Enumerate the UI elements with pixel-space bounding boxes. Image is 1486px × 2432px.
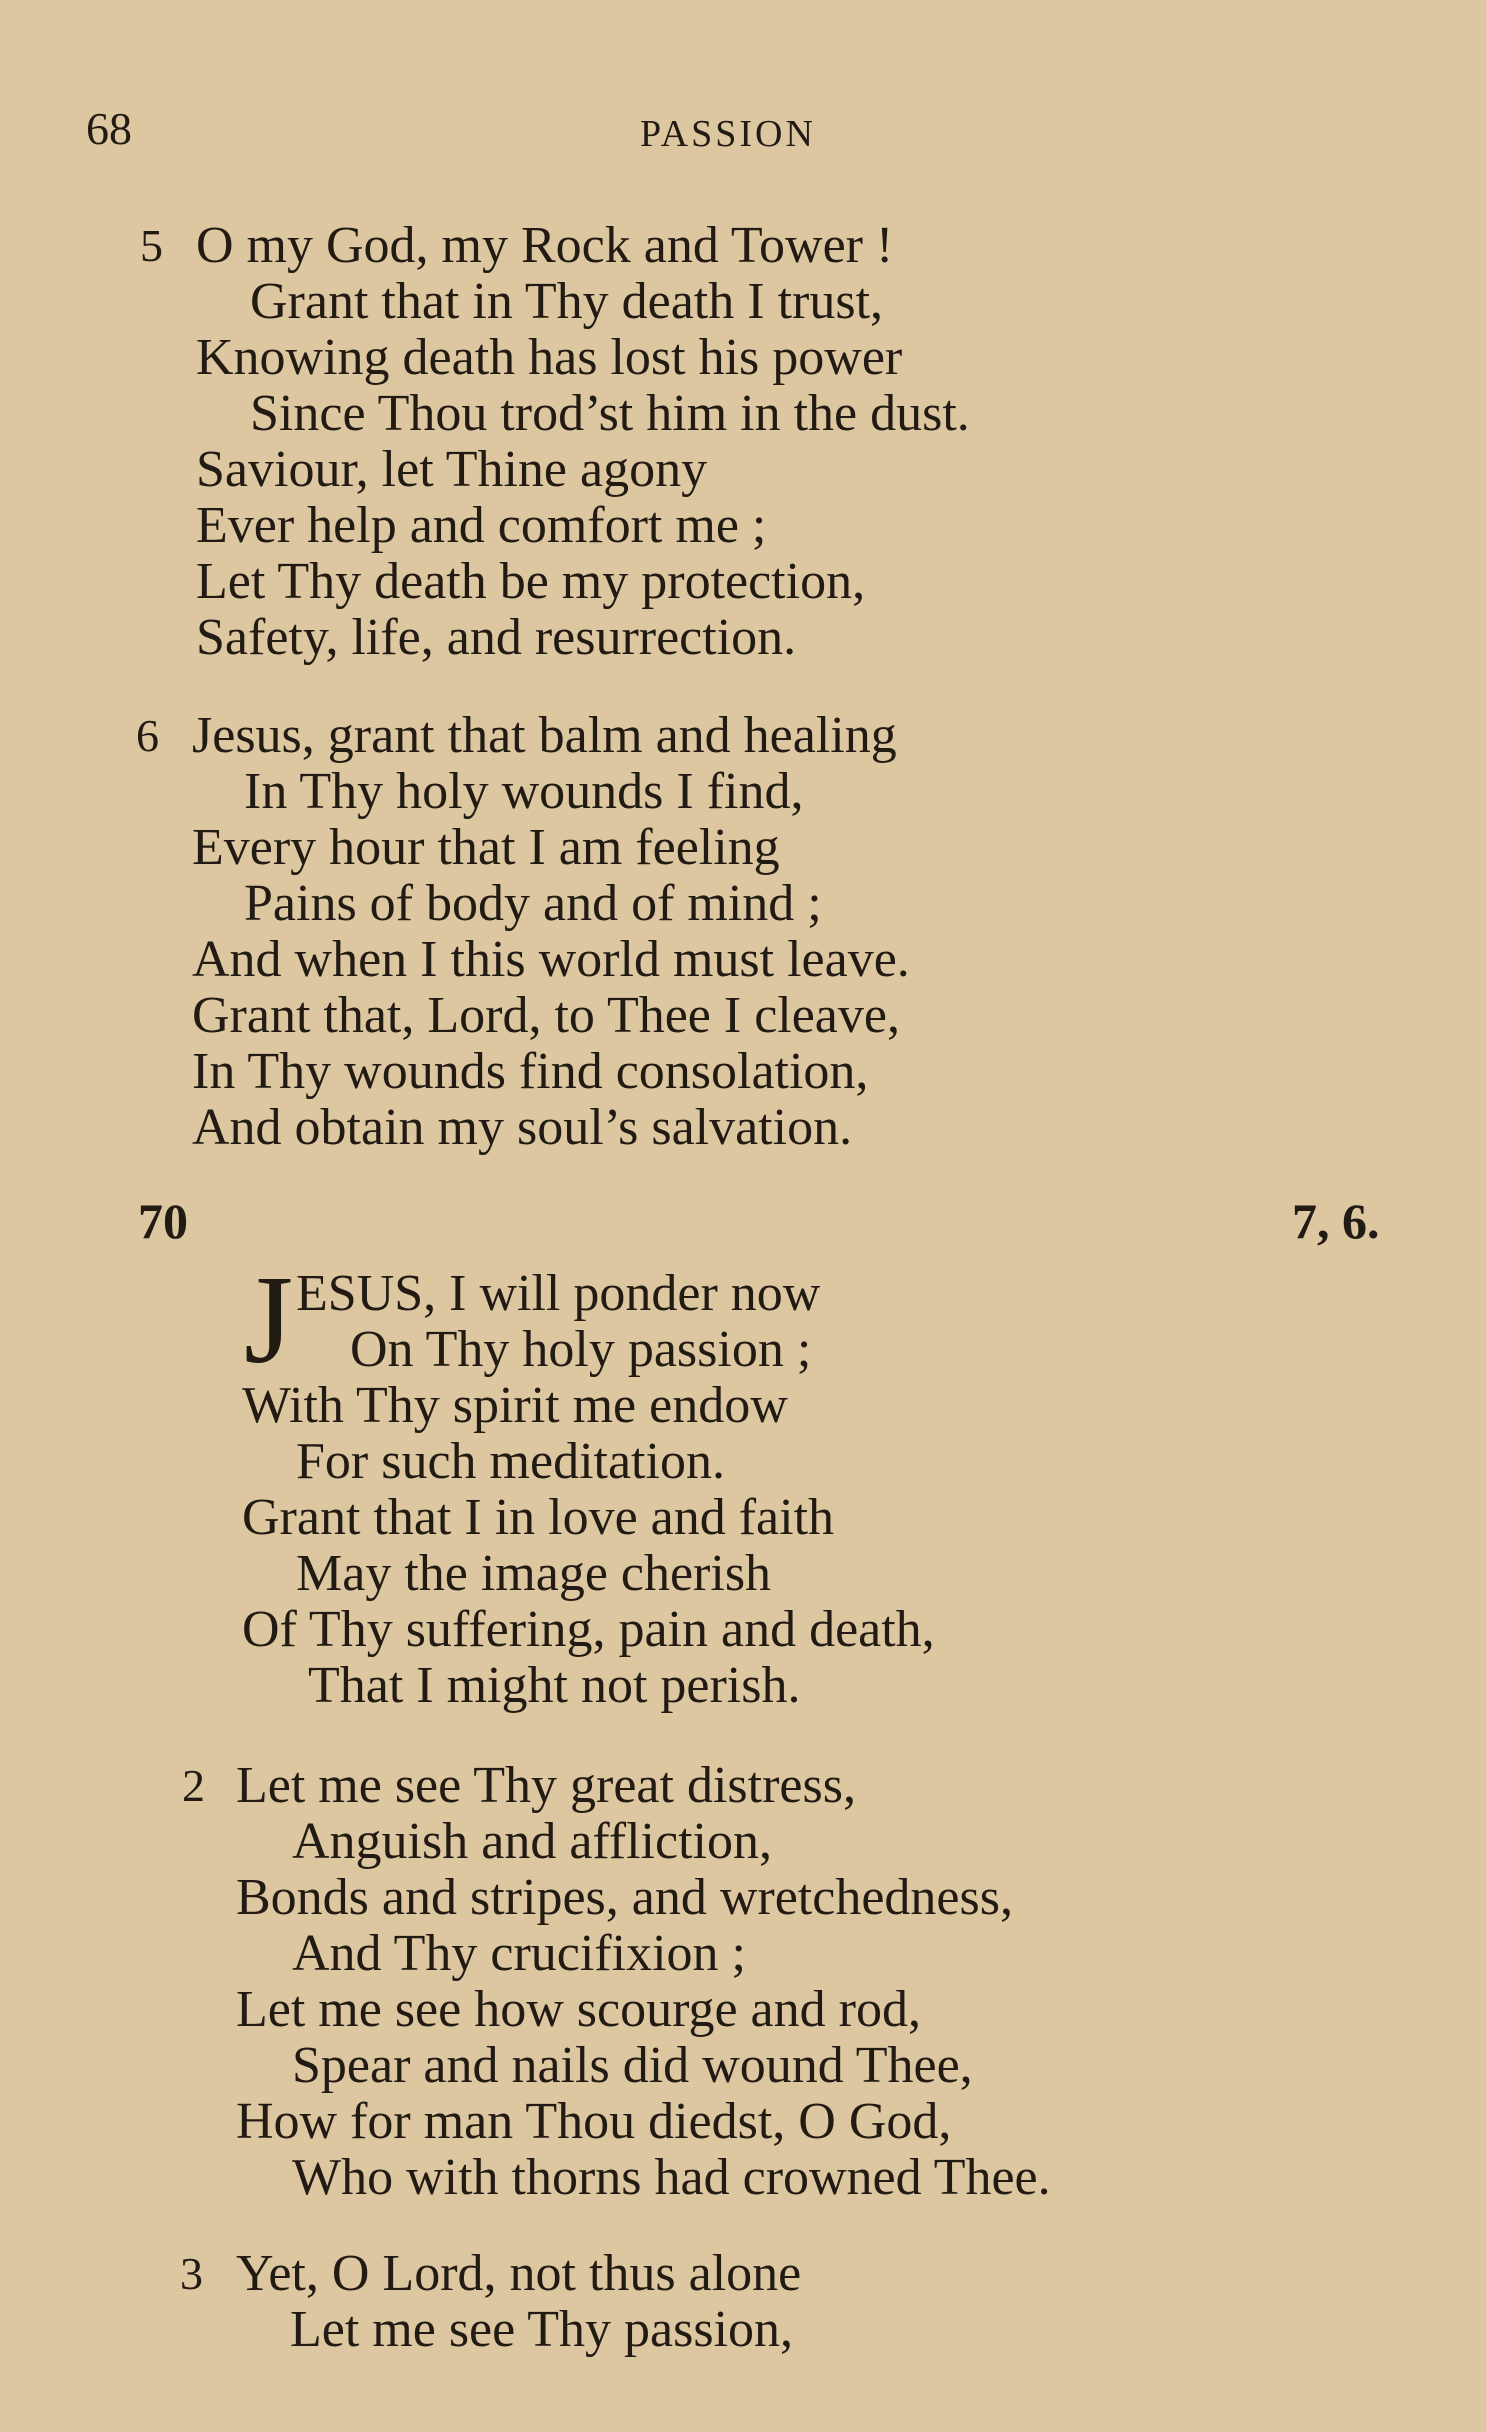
verse-line: Saviour, let Thine agony	[196, 441, 708, 498]
stanza-number: 2	[182, 1760, 205, 1811]
verse-line: On Thy holy passion ;	[350, 1321, 812, 1378]
verse-line: Grant that, Lord, to Thee I cleave,	[192, 987, 900, 1044]
verse-line: Spear and nails did wound Thee,	[292, 2037, 973, 2094]
hymn-meter: 7, 6.	[1292, 1193, 1380, 1249]
verse-line: Knowing death has lost his power	[196, 329, 903, 386]
verse-line: And Thy crucifixion ;	[292, 1925, 746, 1982]
verse-line: Anguish and affliction,	[292, 1813, 772, 1870]
verse-line: And obtain my soul’s salvation.	[192, 1099, 853, 1156]
section-title: PASSION	[640, 113, 816, 155]
verse-line: Grant that in Thy death I trust,	[250, 273, 884, 330]
verse-line: ESUS, I will ponder now	[296, 1265, 821, 1322]
verse-line: Pains of body and of mind ;	[244, 875, 822, 932]
page-number: 68	[86, 103, 132, 154]
verse-line: How for man Thou diedst, O God,	[236, 2093, 952, 2150]
verse-line: With Thy spirit me endow	[242, 1377, 788, 1434]
verse-line: Bonds and stripes, and wretchedness,	[236, 1869, 1013, 1926]
verse-line: Every hour that I am feeling	[192, 819, 780, 876]
verse-line: For such meditation.	[296, 1433, 725, 1490]
verse-line: Let me see Thy passion,	[290, 2301, 794, 2358]
verse-line: Let Thy death be my protection,	[196, 553, 866, 610]
stanza-number: 3	[180, 2248, 203, 2299]
verse-line: May the image cherish	[296, 1545, 772, 1602]
verse-line: Safety, life, and resurrection.	[196, 609, 797, 666]
stanza-number: 6	[136, 710, 159, 761]
verse-line: In Thy wounds find consolation,	[192, 1043, 869, 1100]
verse-line: Since Thou trod’st him in the dust.	[250, 385, 970, 442]
hymn-number: 70	[138, 1193, 188, 1249]
verse-line: In Thy holy wounds I find,	[244, 763, 804, 820]
verse-line: O my God, my Rock and Tower !	[196, 217, 894, 274]
verse-line: Jesus, grant that balm and healing	[192, 707, 897, 764]
verse-line: That I might not perish.	[308, 1657, 801, 1714]
verse-line: Who with thorns had crowned Thee.	[292, 2149, 1051, 2206]
stanza-number: 5	[140, 220, 163, 271]
drop-cap: J	[244, 1251, 294, 1390]
verse-line: Ever help and comfort me ;	[196, 497, 767, 554]
verse-line: Let me see how scourge and rod,	[236, 1981, 921, 2038]
verse-line: Of Thy suffering, pain and death,	[242, 1601, 935, 1658]
verse-line: Grant that I in love and faith	[242, 1489, 835, 1546]
verse-line: And when I this world must leave.	[192, 931, 910, 988]
verse-line: Let me see Thy great distress,	[236, 1757, 856, 1814]
verse-line: Yet, O Lord, not thus alone	[236, 2245, 802, 2302]
